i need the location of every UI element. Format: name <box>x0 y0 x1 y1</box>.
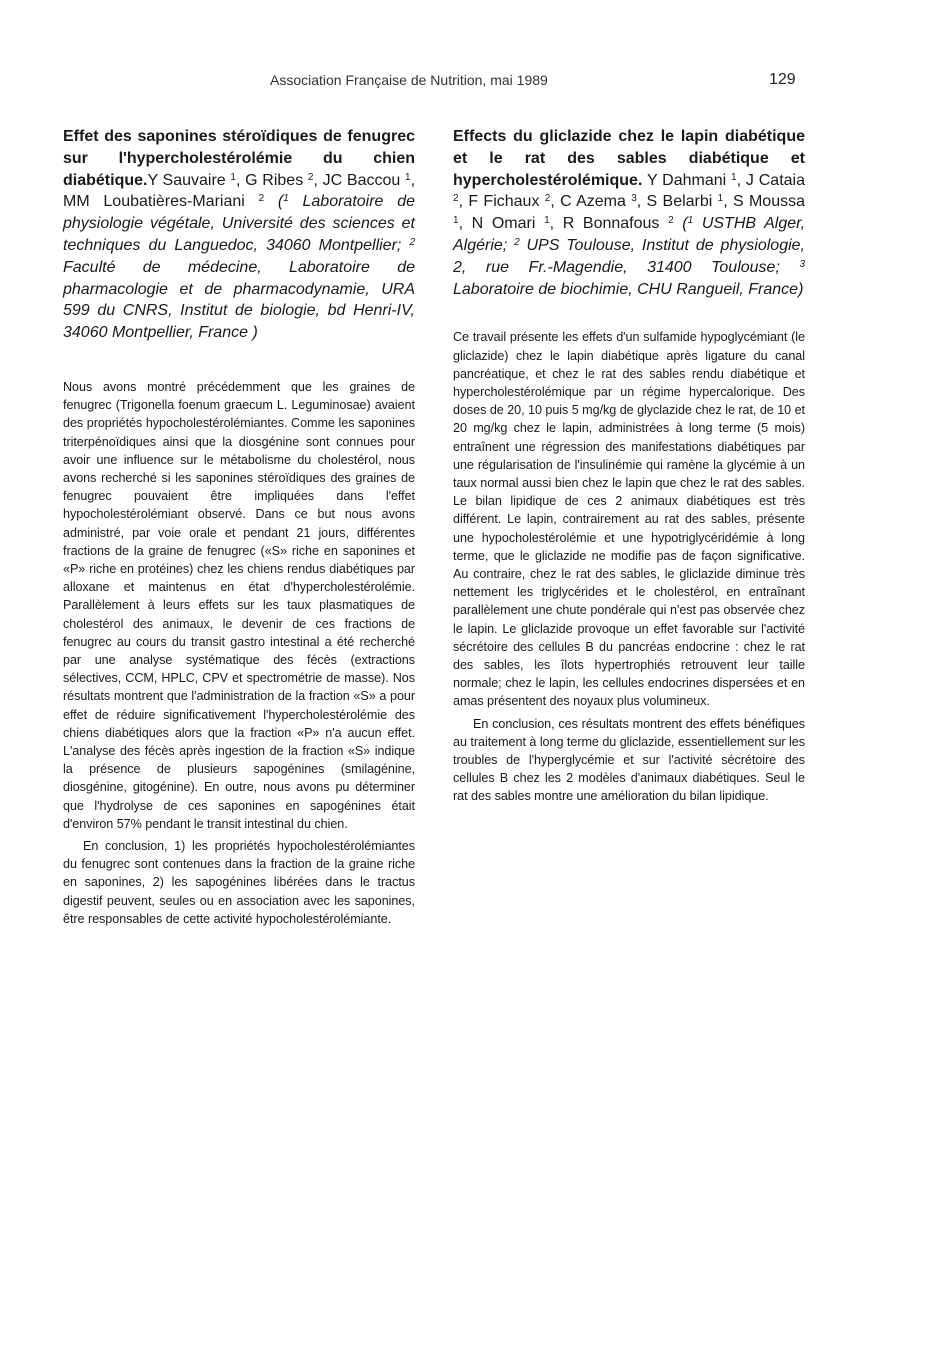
abstract-fenugrec <box>63 126 415 928</box>
abstract-header <box>63 126 415 344</box>
abstract-header <box>453 126 805 300</box>
page-number: 129 <box>769 71 796 88</box>
authors: Y Sauvaire $^1$, G Ribes $^2$, JC Baccou $^1$, MM Loubatières-Mariani $^2$ <box>63 171 416 211</box>
paragraph: En conclusion, 1) les propriétés hypocholestérolémiantes du fenugrec sont contenues dans la fraction de la graine riche en saponines, 2) les sapogénines libérées dans le tractus digestif peuvent, seules ou en association avec les saponines, être responsables de cette activité hypocholestérolémiante. <box>63 839 415 926</box>
abstract-gliclazide <box>453 126 805 806</box>
paragraph: Ce travail présente les effets d'un sulfamide hypoglycémiant (le gliclazide) chez le lapin diabétique après ligature du canal pancréatique, et chez le rat des sables rendu diabétique et hypercholestérolémique par un régime hypercalorique. Des doses de 20, 10 puis 5 mg/kg de glyclazide chez le rat, de 10 et 20 mg/kg chez le lapin, administrées à long terme (5 mois) entraînent une régression des manifestations diabétiques par une régularisation de l'insulinémie qui ramène la glycémie à un taux normal aussi bien chez le lapin que chez le rat des sables. Le bilan lipidique de ces 2 animaux diabétiques est très différent. Le lapin, contrairement au rat des sables, présente une hypocholestérolémie et une hypotriglycéridémie à long terme, que le gliclazide ne modifie pas de façon significative. Au contraire, chez le rat des sables, le gliclazide diminue très nettement les triglycérides et le cholestérol, en entraînant parallèlement une chute pondérale qui n'est pas observée chez le lapin. Le gliclazide provoque un effet favorable sur l'activité sécrétoire des cellules B du pancréas endocrine : chez le rat des sables, les îlots hypertrophiés retrouvent leur taille normale; chez le lapin, les cellules endocrines dispersées et en amas présentent des noyaux plus volumineux. <box>453 330 805 709</box>
authors: Y Dahmani $^1$, J Cataia $^2$, F Fichaux $^2$, C Azema $^3$, S Belarbi $^1$, S Moussa $^1$, N Omari $^1$, R Bonnafous $^2$ <box>453 171 805 233</box>
affiliations: ($^1$ USTHB Alger, Algérie; $^2$ UPS Toulouse, Institut de physiologie, 2, rue Fr.-Magendie, 31400 Toulouse; $^3$ Laboratoire de biochimie, CHU Rangueil, France) <box>453 215 806 298</box>
paragraph: En conclusion, ces résultats montrent des effets bénéfiques au traitement à long terme du gliclazide, essentiellement sur les troubles de l'hyperglycémie et sur l'activité sécrétoire des cellules B chez les 2 modèles d'animaux diabétiques. Seul le rat des sables montre une amélioration du bilan lipidique. <box>453 716 805 804</box>
abstract-body <box>453 328 805 805</box>
abstract-title: Effects du gliclazide chez le lapin diabétique et le rat des sables diabétique et hypercholestérolémique. <box>453 128 805 189</box>
paragraph: Nous avons montré précédemment que les graines de fenugrec (Trigonella foenum graecum L. Leguminosae) avaient des propriétés hypocholestérolémiantes. Comme les saponines triterpénoïdiques ainsi que la diosgénine sont connues pour avoir une influence sur le métabolisme du cholestérol, nous avons recherché si les saponines stéroïdiques des graines de fenugrec pouvaient être impliquées dans l'effet hypocholestérolémiant observé. Dans ce but nous avons administré, par voie orale et pendant 21 jours, différentes fractions de la graine de fenugrec («S» riche en saponines et «P» riche en protéines) chez les chiens rendus diabétiques par alloxane et maintenus en état d'hypercholestérolémie. Parallèlement à leurs effets sur les taux plasmatiques de cholestérol des animaux, le devenir de ces fractions de fenugrec au cours du transit gastro intestinal a été recherché par une analyse systématique des fécès (extractions sélectives, CCM, HPLC, CPV et spectrométrie de masse). Nos résultats montrent que l'administration de la fraction «S» a pour effet de réduire significativement l'hypercholestérolémie des chiens diabétiques alors que la fraction «P» n'a aucun effet. L'analyse des fécès après ingestion de la fraction «S» indique la présence de plusieurs sapogénines (smilagénine, diosgénine, gitogénine). En outre, nous avons pu déterminer que l'hydrolyse de ces saponines en sapogénines était d'environ 57% pendant le transit intestinal du chien. <box>63 379 415 831</box>
affiliations: ($^1$ Laboratoire de physiologie végétale, Université des sciences et techniques du Languedoc, 34060 Montpellier; $^2$ Faculté de médecine, Laboratoire de pharmacologie et de pharmacodynamie, URA 599 du CNRS, Institut de biologie, bd Henri-IV, 34060 Montpellier, France ) <box>63 193 415 342</box>
running-head: Association Française de Nutrition, mai 1989 <box>270 72 548 88</box>
abstract-body <box>63 378 415 928</box>
abstract-title: Effet des saponines stéroïdiques de fenugrec sur l'hypercholestérolémie du chien diabétique. <box>63 128 415 189</box>
